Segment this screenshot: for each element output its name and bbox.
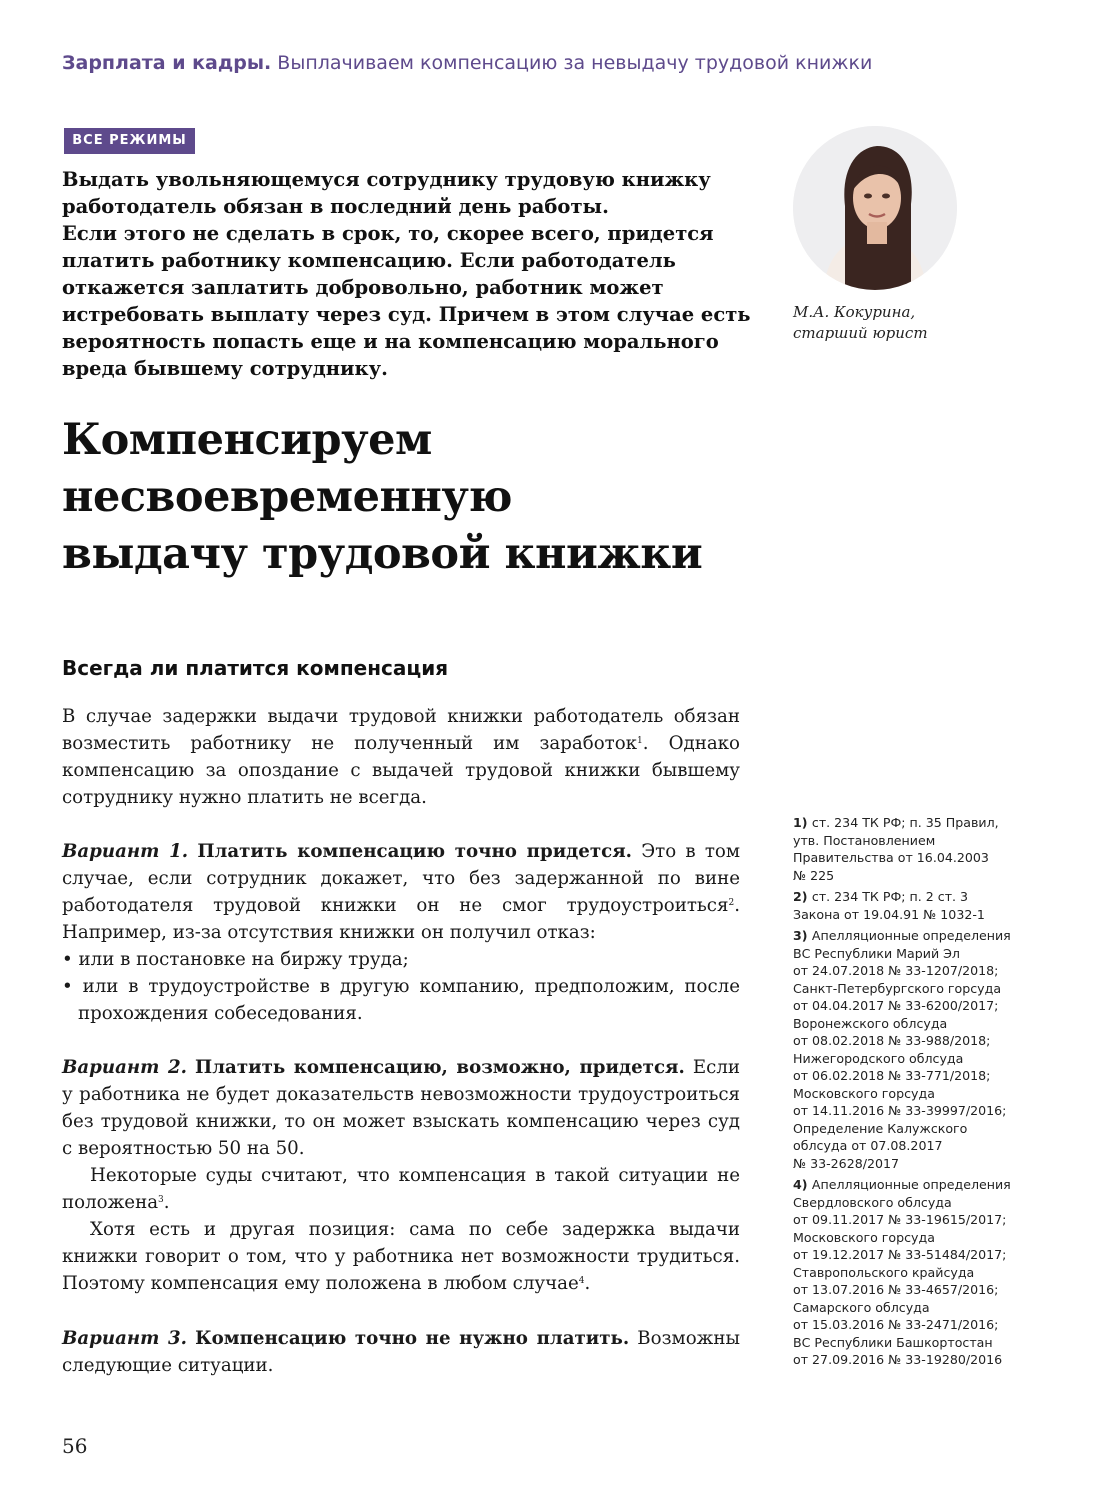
list-item: • или в трудоустройстве в другую компанию, предположим, после прохождения собеседования. <box>62 973 740 1027</box>
footnote-2 <box>793 888 1023 923</box>
author-name: М.А. Кокурина, <box>793 303 916 321</box>
variant-1-label: Вариант 1. <box>62 841 189 862</box>
footnote-line: Воронежского облсуда <box>793 1015 948 1031</box>
lead-paragraph <box>62 166 762 382</box>
footnote-line: утв. Постановлением <box>793 832 936 848</box>
author-portrait-image <box>793 126 957 290</box>
footnote-1 <box>793 814 1023 884</box>
footnote-3 <box>793 927 1023 1172</box>
footnote-ref-2: 2 <box>728 898 735 908</box>
list-item: • или в постановке на биржу труда; <box>62 946 740 973</box>
article-title <box>62 412 782 583</box>
intro-paragraph <box>62 703 740 811</box>
footnote-line: от 27.09.2016 № 33-19280/2016 <box>793 1352 1003 1367</box>
footnote-line: от 04.04.2017 № 33-6200/2017; <box>793 998 999 1013</box>
lead-p2: Если этого не сделать в срок, то, скорее всего, придется платить работнику компенсацию. Если работодатель откажется заплатить добровольно, работник может истребовать выплату через суд. Причем в этом случае есть вероятность попасть еще и на компенсацию морального вреда бывшему сотруднику. <box>62 222 751 380</box>
variant-1-text-a: Это в том случае, если сотрудник докажет, что без задержанной по вине работодателя трудовой книжки он не смог трудоустроиться <box>62 841 740 916</box>
footnote-number: 1) <box>793 815 812 830</box>
footnote-ref-1: 1 <box>637 736 643 746</box>
footnotes <box>793 814 1023 1373</box>
footnote-ref-4: 4 <box>578 1276 585 1286</box>
footnote-number: 2) <box>793 889 812 904</box>
variant-2-p2-end: . <box>163 1192 170 1213</box>
footnote-number: 3) <box>793 928 812 943</box>
mode-badge: ВСЕ РЕЖИМЫ <box>64 128 195 154</box>
page-number: 56 <box>62 1434 88 1458</box>
header-subtitle: Выплачиваем компенсацию за невыдачу трудовой книжки <box>277 52 873 74</box>
title-line-3: выдачу трудовой книжки <box>62 529 703 579</box>
footnote-line: Московского горсуда <box>793 1085 935 1101</box>
footnote-line: от 13.07.2016 № 33-4657/2016; <box>793 1282 999 1297</box>
variant-1-block <box>62 838 740 1027</box>
intro-text-a: В случае задержки выдачи трудовой книжки работодатель обязан возместить работнику не полученный им заработок <box>62 706 740 754</box>
variant-2-block <box>62 1054 740 1297</box>
footnote-line: Московского горсуда <box>793 1229 935 1245</box>
footnote-line: 1) ст. 234 ТК РФ; п. 35 Правил, <box>793 815 999 830</box>
footnote-line: облсуда от 07.08.2017 <box>793 1138 943 1153</box>
running-header <box>62 52 872 74</box>
footnote-line: от 19.12.2017 № 33-51484/2017; <box>793 1247 1007 1262</box>
footnote-line: № 225 <box>793 867 835 883</box>
footnote-line: Ставропольского крайсуда <box>793 1264 975 1280</box>
footnote-line: ВС Республики Башкортостан <box>793 1334 993 1350</box>
footnote-4 <box>793 1176 1023 1369</box>
footnote-line: 2) ст. 234 ТК РФ; п. 2 ст. 3 <box>793 889 969 904</box>
variant-1-list <box>62 946 740 1027</box>
footnote-line: Свердловского облсуда <box>793 1194 952 1210</box>
footnote-line: от 15.03.2016 № 33-2471/2016; <box>793 1317 999 1332</box>
variant-2-heading: Платить компенсацию, возможно, придется. <box>195 1057 685 1078</box>
variant-2-p2: Некоторые суды считают, что компенсация в такой ситуации не положена <box>62 1165 740 1213</box>
author-caption <box>793 302 928 344</box>
variant-2-p3: Хотя есть и другая позиция: сама по себе задержка выдачи книжки говорит о том, что у работника нет возможности трудиться. Поэтому компенсация ему положена в любом случае <box>62 1219 740 1294</box>
footnote-number: 4) <box>793 1177 812 1192</box>
variant-3-label: Вариант 3. <box>62 1328 188 1349</box>
footnote-line: Закона от 19.04.91 № 1032-1 <box>793 906 985 922</box>
footnote-line: Самарского облсуда <box>793 1299 930 1315</box>
footnote-line: Санкт-Петербургского горсуда <box>793 980 1002 996</box>
footnote-ref-3: 3 <box>158 1195 164 1205</box>
variant-3-heading: Компенсацию точно не нужно платить. <box>195 1328 630 1349</box>
variant-2-p3-end: . <box>584 1273 591 1294</box>
section-heading: Всегда ли платится компенсация <box>62 656 449 680</box>
author-photo <box>793 126 957 290</box>
footnote-line: от 06.02.2018 № 33-771/2018; <box>793 1068 991 1083</box>
footnote-line: от 08.02.2018 № 33-988/2018; <box>793 1033 991 1048</box>
variant-2-text: Если у работника не будет доказательств невозможности трудоустроиться без трудовой книжки, то он может взыскать компенсацию через суд с вероятностью 50 на 50. <box>62 1057 741 1159</box>
variant-2-label: Вариант 2. <box>62 1057 187 1078</box>
footnote-line: № 33-2628/2017 <box>793 1155 900 1171</box>
intro-text-b: . Однако компенсацию за опоздание с выдачей трудовой книжки бывшему сотруднику нужно платить не всегда. <box>62 733 740 808</box>
footnote-line: Определение Калужского <box>793 1120 968 1136</box>
footnote-line: Правительства от 16.04.2003 <box>793 850 989 865</box>
footnote-line: от 14.11.2016 № 33-39997/2016; <box>793 1103 1007 1118</box>
variant-3-block <box>62 1325 740 1379</box>
title-line-1: Компенсируем <box>62 415 432 465</box>
variant-1-text-b: . Например, из-за отсутствия книжки он получил отказ: <box>62 895 740 943</box>
footnote-line: ВС Республики Марий Эл <box>793 945 960 961</box>
footnote-line: 4) Апелляционные определения <box>793 1177 1011 1192</box>
footnote-line: от 09.11.2017 № 33-19615/2017; <box>793 1212 1007 1227</box>
footnote-line: Нижегородского облсуда <box>793 1050 964 1066</box>
author-role: старший юрист <box>793 324 928 342</box>
title-line-2: несвоевременную <box>62 472 513 522</box>
variant-1-heading: Платить компенсацию точно придется. <box>197 841 632 862</box>
footnote-line: от 24.07.2018 № 33-1207/2018; <box>793 963 999 978</box>
header-section: Зарплата и кадры. <box>62 52 272 74</box>
variant-3-text: Возможны следующие ситуации. <box>62 1328 740 1376</box>
footnote-line: 3) Апелляционные определения <box>793 928 1011 943</box>
lead-p1: Выдать увольняющемуся сотруднику трудовую книжку работодатель обязан в последний день работы. <box>62 168 711 218</box>
